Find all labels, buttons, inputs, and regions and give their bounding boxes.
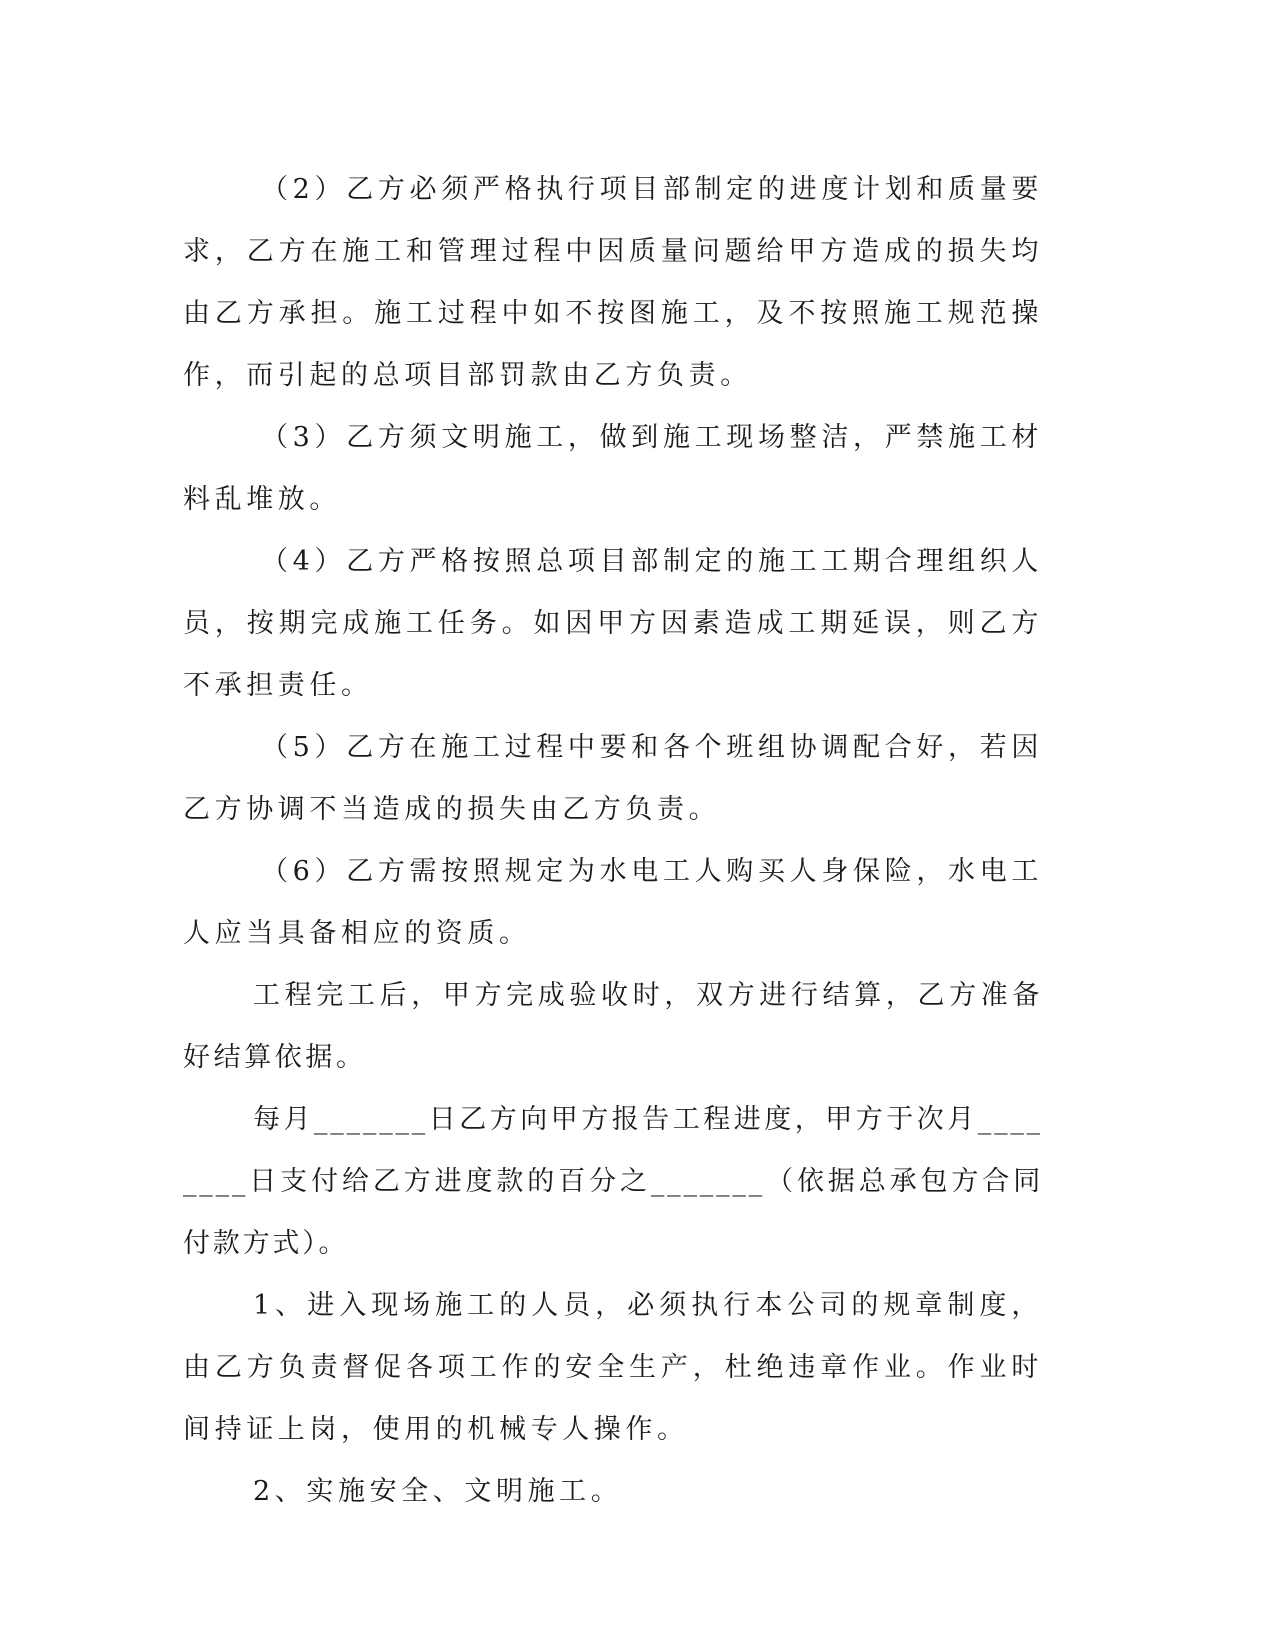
paragraph-clause-3: （3）乙方须文明施工，做到施工现场整洁，严禁施工材料乱堆放。 [183,422,1043,515]
paragraph-clause-2: （2）乙方必须严格执行项目部制定的进度计划和质量要求，乙方在施工和管理过程中因质量问题给甲方造成的损失均由乙方承担。施工过程中如不按图施工，及不按照施工规范操作，而引起的总项目部罚款由乙方负责。 [183,174,1043,391]
paragraph-settlement: 工程完工后，甲方完成验收时，双方进行结算，乙方准备好结算依据。 [183,980,1043,1073]
paragraph-safety-1: 1、进入现场施工的人员，必须执行本公司的规章制度，由乙方负责督促各项工作的安全生产，杜绝违章作业。作业时间持证上岗，使用的机械专人操作。 [183,1290,1043,1445]
paragraph-clause-6: （6）乙方需按照规定为水电工人购买人身保险，水电工人应当具备相应的资质。 [183,856,1043,949]
paragraph-payment: 每月_______日乙方向甲方报告工程进度，甲方于次月________日支付给乙方进度款的百分之_______（依据总承包方合同付款方式）。 [183,1104,1043,1259]
paragraph-clause-4: （4）乙方严格按照总项目部制定的施工工期合理组织人员，按期完成施工任务。如因甲方因素造成工期延误，则乙方不承担责任。 [183,546,1043,701]
paragraph-clause-5: （5）乙方在施工过程中要和各个班组协调配合好，若因乙方协调不当造成的损失由乙方负责。 [183,732,1043,825]
document-body [183,159,1043,1523]
paragraph-safety-2: 2、实施安全、文明施工。 [253,1476,623,1507]
